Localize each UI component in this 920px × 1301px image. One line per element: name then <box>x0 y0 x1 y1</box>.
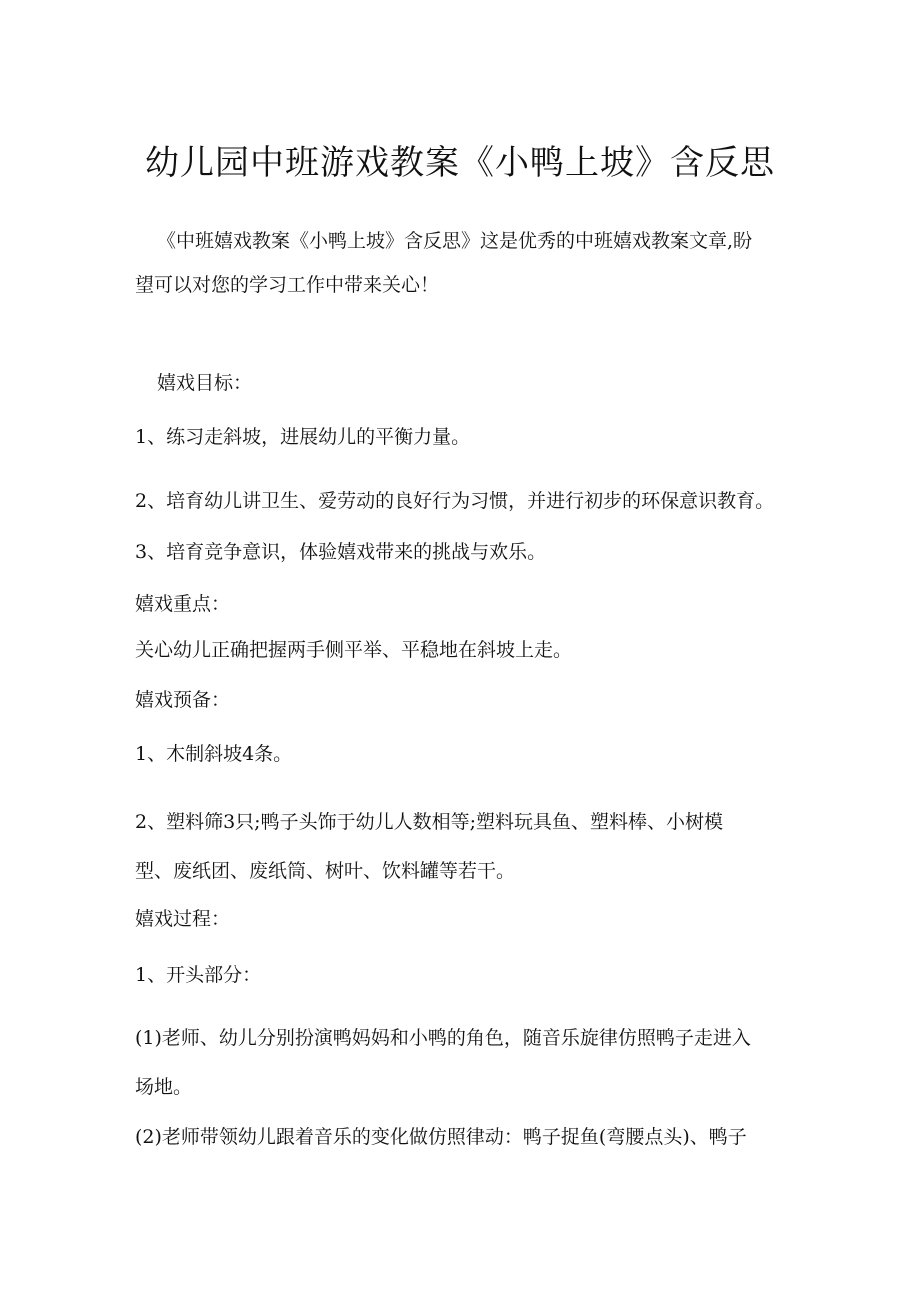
goals-heading: 嬉戏目标： <box>157 372 253 394</box>
focus-heading: 嬉戏重点： <box>135 593 231 615</box>
focus-text: 关心幼儿正确把握两手侧平举、平稳地在斜坡上走。 <box>135 639 573 661</box>
goal-item-1: 1、练习走斜坡，进展幼儿的平衡力量。 <box>135 426 471 448</box>
goal-item-3: 3、培育竞争意识，体验嬉戏带来的挑战与欢乐。 <box>135 541 547 563</box>
goal-item-2: 2、培育幼儿讲卫生、爱劳动的良好行为习惯，并进行初步的环保意识教育。 <box>135 490 775 512</box>
process-item-1: 1、开头部分： <box>135 964 262 986</box>
intro-line-2: 望可以对您的学习工作中带来关心！ <box>135 274 440 296</box>
process-item-1a-line-2: 场地。 <box>135 1076 193 1098</box>
prep-heading: 嬉戏预备： <box>135 689 231 711</box>
prep-item-1: 1、木制斜坡4条。 <box>135 743 293 765</box>
process-item-1b-line-1: (2)老师带领幼儿跟着音乐的变化做仿照律动：鸭子捉鱼(弯腰点头)、鸭子 <box>135 1126 747 1148</box>
prep-item-2-line-1: 2、塑料筛3只;鸭子头饰于幼儿人数相等;塑料玩具鱼、塑料棒、小树模 <box>135 811 723 833</box>
process-heading: 嬉戏过程： <box>135 908 231 930</box>
prep-item-2-line-2: 型、废纸团、废纸筒、树叶、饮料罐等若干。 <box>135 860 516 882</box>
document-title: 幼儿园中班游戏教案《小鸭上坡》含反思 <box>145 143 775 183</box>
process-item-1a-line-1: (1)老师、幼儿分别扮演鸭妈妈和小鸭的角色，随音乐旋律仿照鸭子走进入 <box>135 1027 751 1049</box>
intro-line-1: 《中班嬉戏教案《小鸭上坡》含反思》这是优秀的中班嬉戏教案文章,盼 <box>157 230 753 252</box>
